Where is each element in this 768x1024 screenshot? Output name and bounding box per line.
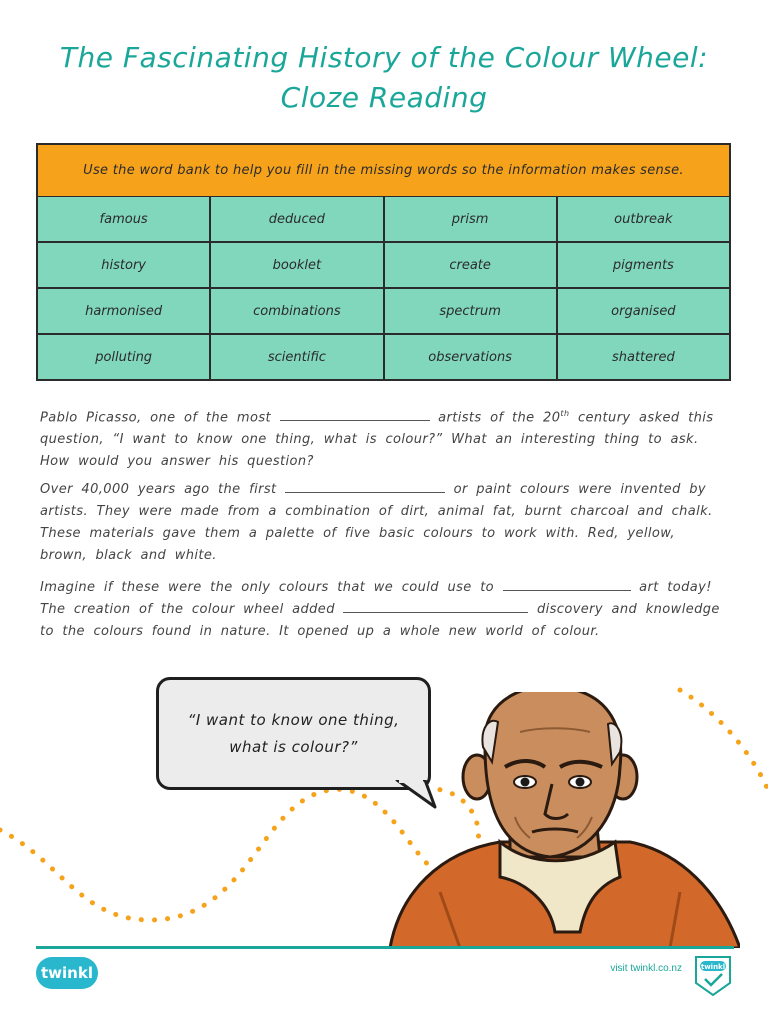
quality-badge-icon: [690, 953, 736, 999]
picasso-portrait-illustration: [380, 692, 740, 948]
word-bank-cell: history: [38, 243, 209, 287]
paragraph-1-text-a: Pablo Picasso, one of the most: [40, 410, 272, 426]
bubble-line-1: “I want to know one thing,: [187, 710, 400, 729]
paragraph-3-text-c: discovery and knowledge to the colours found in nature. It opened up a whole new world of colour.: [40, 602, 720, 639]
word-bank-cell: scientific: [211, 335, 382, 379]
word-bank-cell: combinations: [211, 289, 382, 333]
word-bank-cell: shattered: [558, 335, 729, 379]
paragraph-2-text-a: Over 40,000 years ago the first: [40, 482, 277, 497]
word-bank-cell: organised: [558, 289, 729, 333]
word-bank-cell: famous: [38, 197, 209, 241]
title-line-2: Cloze Reading: [280, 81, 488, 114]
twinkl-logo[interactable]: twinkl: [36, 957, 98, 989]
word-bank-cell: polluting: [38, 335, 209, 379]
paragraph-1-text-c: century asked this question, “I want to know one thing, what is colour?” What an interesting thing to ask. How would you answer his question?: [40, 410, 714, 470]
paragraph-1-text-b: artists of the 20: [438, 410, 561, 426]
paragraph-2-text-b: or paint colours were invented by artists. They were made from a combination of dirt, animal fat, burnt charcoal and chalk. These materials gave them a palette of five basic colours to work with. Red, yellow, brown, black and white.: [40, 482, 713, 563]
paragraph-3-text-b: art today! The creation of the colour wheel added: [40, 580, 712, 617]
word-bank-cell: prism: [385, 197, 556, 241]
footer-divider: [36, 946, 734, 949]
word-bank-cell: spectrum: [385, 289, 556, 333]
word-bank-cell: observations: [385, 335, 556, 379]
title-line-1: The Fascinating History of the Colour Wheel:: [59, 41, 709, 74]
visit-website-link[interactable]: visit twinkl.co.nz: [610, 963, 682, 974]
word-bank-cell: harmonised: [38, 289, 209, 333]
superscript-th: th: [560, 409, 570, 418]
badge-logo-text: twinkl: [700, 963, 726, 971]
word-bank-cell: create: [385, 243, 556, 287]
word-bank-instruction: Use the word bank to help you fill in the missing words so the information makes sense.: [38, 145, 729, 196]
paragraph-3-text-a: Imagine if these were the only colours that we could use to: [40, 580, 495, 595]
word-bank-cell: deduced: [211, 197, 382, 241]
bubble-line-2: what is colour?”: [229, 737, 358, 756]
word-bank-cell: booklet: [211, 243, 382, 287]
word-bank-cell: outbreak: [558, 197, 729, 241]
word-bank-cell: pigments: [558, 243, 729, 287]
